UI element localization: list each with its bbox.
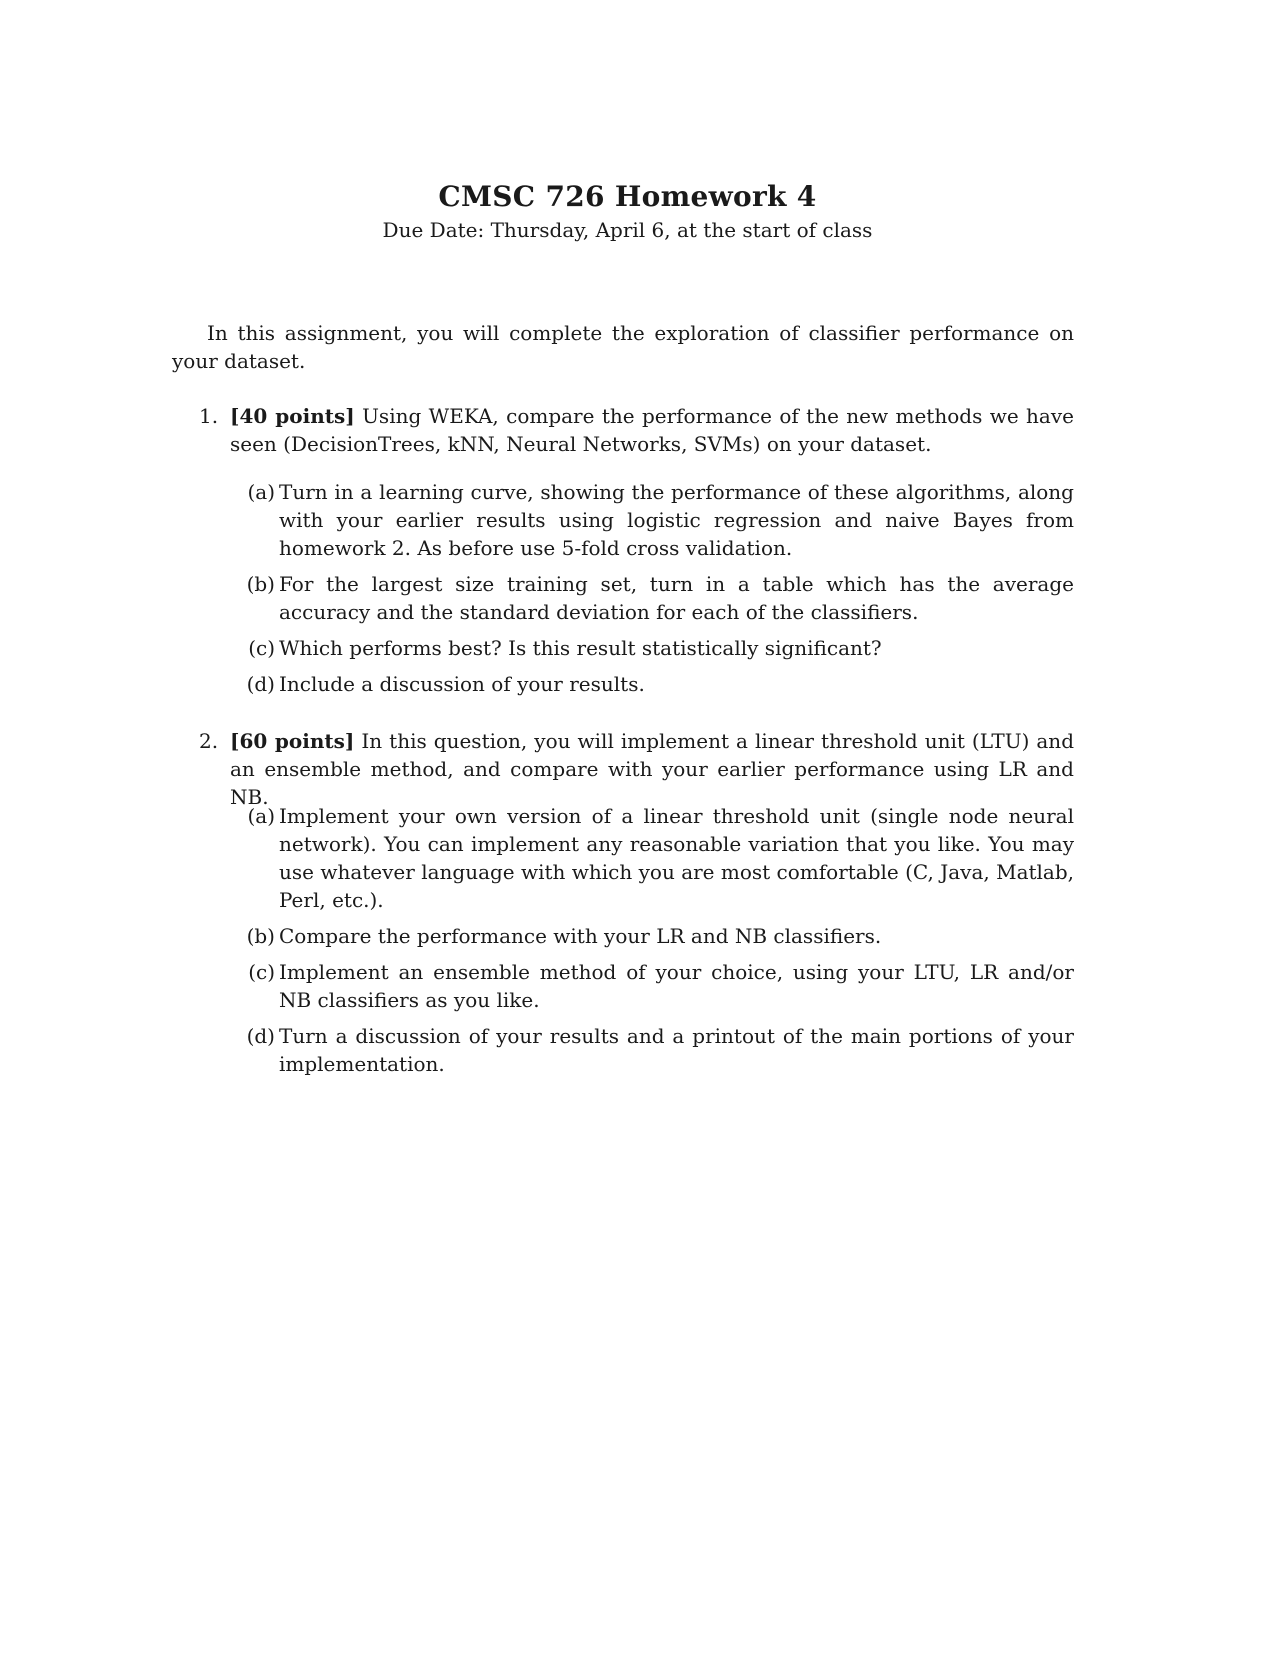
part-text: Implement your own version of a linear threshold unit (single node neural network). You can implement any reasonable variation that you like. You may use whatever language with which you are most comfortable (C, Java, Matlab, Perl, etc.). — [279, 804, 1075, 912]
part-text: Turn a discussion of your results and a printout of the main portions of your implementation. — [279, 1024, 1074, 1076]
part-text: Compare the performance with your LR and NB classifiers. — [279, 924, 882, 948]
question-2-part-a — [247, 802, 1075, 914]
part-text: Which performs best? Is this result statistically significant? — [279, 636, 882, 660]
part-label: (d) — [246, 672, 275, 696]
part-label: (a) — [247, 804, 275, 828]
question-1-part-d — [246, 670, 1074, 698]
question-2-part-d — [246, 1022, 1074, 1078]
part-text: Include a discussion of your results. — [279, 672, 645, 696]
question-points: [60 points] — [230, 729, 355, 753]
question-points: [40 points] — [230, 404, 355, 428]
question-number: 1. — [199, 404, 219, 428]
question-1 — [199, 402, 1074, 458]
question-1-part-c — [248, 634, 1074, 662]
part-text: Turn in a learning curve, showing the performance of these algorithms, along with your earlier results using logistic regression and naive Bayes from homework 2. As before use 5-fold cross validation. — [279, 480, 1074, 560]
part-text: Implement an ensemble method of your choice, using your LTU, LR and/or NB classifiers as you like. — [279, 960, 1074, 1012]
question-1-part-b — [246, 570, 1074, 626]
part-label: (c) — [248, 636, 275, 660]
part-label: (b) — [246, 924, 275, 948]
question-text: In this question, you will implement a linear threshold unit (LTU) and an ensemble method, and compare with your earlier performance using LR and NB. — [230, 729, 1074, 809]
part-label: (a) — [247, 480, 275, 504]
question-text: Using WEKA, compare the performance of the new methods we have seen (DecisionTrees, kNN, Neural Networks, SVMs) on your dataset. — [230, 404, 1074, 456]
intro-paragraph: In this assignment, you will complete the exploration of classifier performance on your dataset. — [172, 321, 1074, 373]
part-label: (b) — [246, 572, 275, 596]
part-text: For the largest size training set, turn in a table which has the average accuracy and the standard deviation for each of the classifiers. — [279, 572, 1074, 624]
part-label: (c) — [248, 960, 275, 984]
question-2-part-b — [246, 922, 1074, 950]
part-label: (d) — [246, 1024, 275, 1048]
question-1-part-a — [247, 478, 1074, 562]
due-date: Due Date: Thursday, April 6, at the start of class — [382, 218, 873, 242]
question-2 — [199, 727, 1074, 811]
question-number: 2. — [199, 729, 219, 753]
question-2-part-c — [248, 958, 1074, 1014]
page-title: CMSC 726 Homework 4 — [438, 180, 817, 213]
